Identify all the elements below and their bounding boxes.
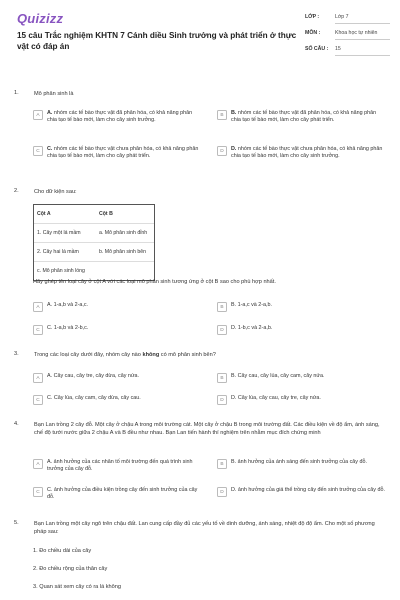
- option-letter-box: D: [217, 146, 227, 156]
- q3-option-b[interactable]: B B. Cây cau, cây lúa, cây cam, cây nứa.: [217, 373, 387, 383]
- matching-table: [33, 204, 155, 281]
- worksheet-page: Quizizz 15 câu Trắc nghiệm KHTN 7 Cánh diều Sinh trưởng và phát triển ở thực vật có đáp án LỚP : Lớp 7 MÔN : Khoa học tự nhiên SỐ CÂU : 15 1. Mô phân sinh là A A. nhóm các tế bào thực vật đã phân hóa, có khả năng phân chia tạo tế bào mới, làm cho cây sinh trưởng. B B. nhóm các tế bào thực vật đã phân hóa, có khả năng phân chia tạo tế bào mới, làm cho cây phát triển. C C. nhóm các tế bào thực vật chưa phân hóa, có khả năng phân chia tạo tế bào mới, làm cho cây phát triển. D D. nhóm các tế bào thực vật chưa phân hóa, có khả năng phân chia tạo tế bào mới, làm cho cây sinh trưởng. 2. Cho dữ kiện sau: Cột A Cột B 1. Cây một lá mầm a. Mô phân sinh đỉnh 2. Cây hai lá mầm b. Mô phân sinh bên c. Mô phân sinh lóng Hãy ghép tên loại cây ở cột A với các loại mô phân sinh tương ứng ở cột B sao cho phù hợp nhất. A A. 1-a,b và 2-a,c. B B. 1-a,c và 2-a,b. C C. 1-a,b và 2-b,c. D D. 1-b,c và 2-a,b. 3. Trong các loại cây dưới đây, nhóm cây nào không có mô phân sinh bên? A A. Cây cau, cây tre, cây dừa, cây nứa. B B. Cây cau, cây lúa, cây cam, cây nứa. C C. Cây lúa, cây cam, cây dừa, cây cau. D D. Cây lúa, cây cau, cây tre, cây nứa. 4. Bạn Lan trồng 2 cây đỗ. Một cây ở chậu A trong môi trường cát. Một cây ở chậu B trong môi trường đất. Các điều kiện về độ ẩm, ánh sáng, chế độ tưới nước giữa 2 chậu A và B đều như nhau. Bạn Lan tiến hành thí nghiệm trên nhằm mục đích chứng minh A A. ảnh hưởng của các nhân tố môi trường đến quá trình sinh trưởng của cây đỗ. B B. ảnh hưởng của ánh sáng đến sinh trưởng của cây đỗ. C C. ảnh hưởng của điều kiện trồng cây đến sinh trưởng của cây đỗ. D D. ảnh hưởng của giá thể trồng cây đến sinh trưởng của cây đỗ. 5. Bạn Lan trồng một cây ngô trên chậu đất. Lan cung cấp đầy đủ các yếu tố về dinh dưỡng, ánh sáng, nhiệt độ độ ẩm. Cho một số phương pháp sau: 1. Đo chiều dài của cây 2. Đo chiều rộng của thân cây 3. Quan sát xem cây có ra lá không: [0, 0, 400, 600]
- table-row: c. Mô phân sinh lóng: [37, 268, 85, 274]
- option-letter-box: A: [33, 110, 43, 120]
- q2-option-c[interactable]: C C. 1-a,b và 2-b,c.: [33, 325, 203, 335]
- q3-option-a[interactable]: A A. Cây cau, cây tre, cây dừa, cây nứa.: [33, 373, 203, 383]
- list-item: 3. Quan sát xem cây có ra lá không: [33, 584, 121, 590]
- question-count-value: 15: [335, 46, 390, 56]
- q4-option-a[interactable]: A A. ảnh hưởng của các nhân tố môi trường đến quá trình sinh trưởng của cây đỗ.: [33, 459, 203, 473]
- q2-option-b[interactable]: B B. 1-a,c và 2-a,b.: [217, 302, 387, 312]
- question-2-instruction: Hãy ghép tên loại cây ở cột A với các loại mô phân sinh tương ứng ở cột B sao cho phù hợp nhất.: [33, 279, 276, 285]
- question-text: Mô phân sinh là: [34, 91, 74, 97]
- q4-option-c[interactable]: C C. ảnh hưởng của điều kiện trồng cây đến sinh trưởng của cây đỗ.: [33, 487, 203, 501]
- list-item: 2. Đo chiều rộng của thân cây: [33, 566, 108, 572]
- class-label: LỚP :: [305, 14, 320, 20]
- option-letter-box: B: [217, 110, 227, 120]
- table-row: 2. Cây hai lá mầm b. Mô phân sinh bên: [34, 243, 154, 262]
- table-row: 1. Cây một lá mầm a. Mô phân sinh đỉnh: [34, 224, 154, 243]
- question-number: 2.: [14, 188, 19, 194]
- worksheet-title: 15 câu Trắc nghiệm KHTN 7 Cánh diều Sinh trưởng và phát triển ở thực vật có đáp án: [17, 31, 297, 51]
- q2-option-d[interactable]: D D. 1-b,c và 2-a,b.: [217, 325, 387, 335]
- subject-value: Khoa học tự nhiên: [335, 30, 390, 40]
- worksheet-meta: [305, 14, 390, 56]
- class-value: Lớp 7: [335, 14, 390, 24]
- quizizz-logo[interactable]: Quizizz: [17, 11, 64, 26]
- question-text: Cho dữ kiện sau:: [34, 189, 77, 195]
- q4-option-d[interactable]: D D. ảnh hưởng của giá thể trồng cây đến sinh trưởng của cây đỗ.: [217, 487, 387, 497]
- q1-option-d[interactable]: D D. nhóm các tế bào thực vật chưa phân hóa, có khả năng phân chia tạo tế bào mới, làm cho cây sinh trưởng.: [217, 146, 387, 160]
- subject-label: MÔN :: [305, 30, 321, 36]
- q1-option-c[interactable]: C C. nhóm các tế bào thực vật chưa phân hóa, có khả năng phân chia tạo tế bào mới, làm cho cây phát triển.: [33, 146, 203, 160]
- list-item: 1. Đo chiều dài của cây: [33, 548, 92, 554]
- question-number: 1.: [14, 90, 19, 96]
- question-count-label: SỐ CÂU :: [305, 46, 329, 52]
- q4-option-b[interactable]: B B. ảnh hưởng của ánh sáng đến sinh trưởng của cây đỗ.: [217, 459, 387, 469]
- q2-option-a[interactable]: A A. 1-a,b và 2-a,c.: [33, 302, 203, 312]
- q1-option-a[interactable]: A A. nhóm các tế bào thực vật đã phân hóa, có khả năng phân chia tạo tế bào mới, làm cho cây sinh trưởng.: [33, 110, 203, 124]
- q3-option-d[interactable]: D D. Cây lúa, cây cau, cây tre, cây nứa.: [217, 395, 387, 405]
- q1-option-b[interactable]: B B. nhóm các tế bào thực vật đã phân hóa, có khả năng phân chia tạo tế bào mới, làm cho cây phát triển.: [217, 110, 387, 124]
- table-header: Cột A Cột B: [34, 205, 154, 224]
- q3-option-c[interactable]: C C. Cây lúa, cây cam, cây dừa, cây cau.: [33, 395, 203, 405]
- option-letter-box: C: [33, 146, 43, 156]
